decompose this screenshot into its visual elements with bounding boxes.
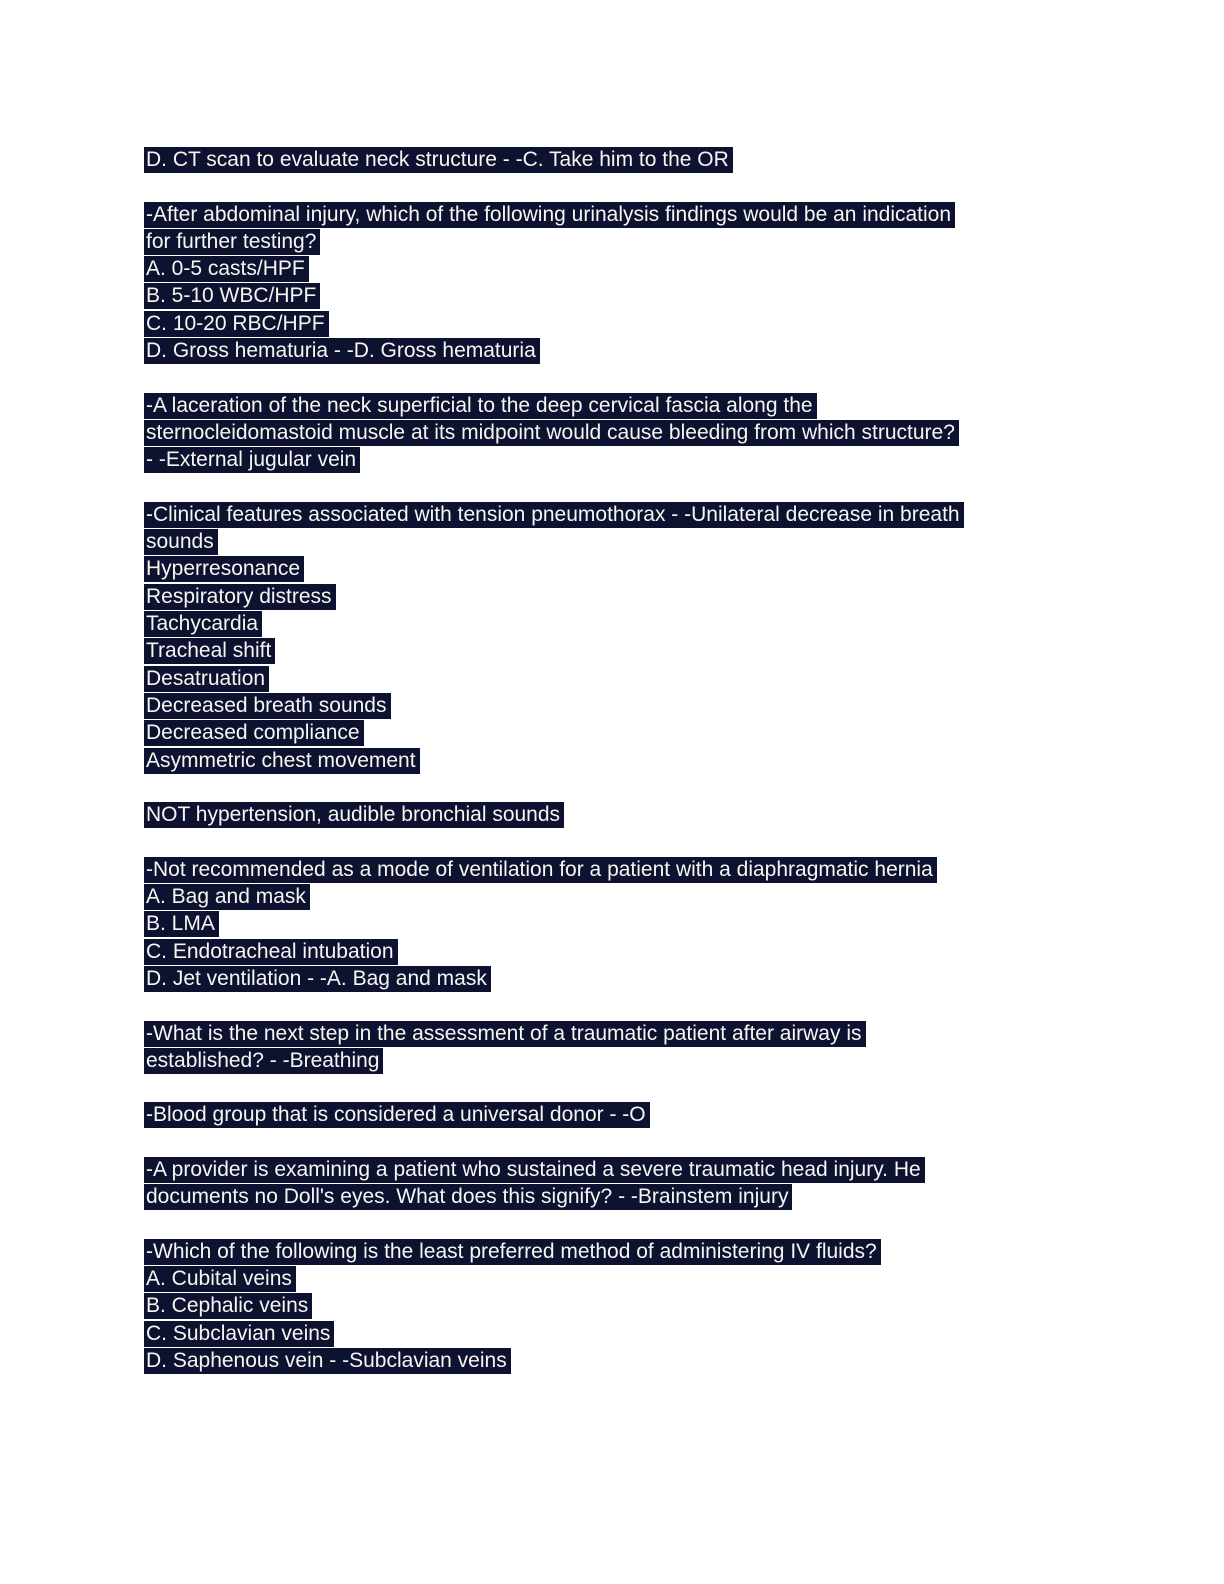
- highlighted-text: Hyperresonance: [144, 556, 304, 582]
- highlighted-text: B. Cephalic veins: [144, 1293, 312, 1319]
- highlighted-text: sternocleidomastoid muscle at its midpoint would cause bleeding from which structure?: [144, 420, 959, 446]
- text-line: [144, 747, 1106, 774]
- text-line: [144, 801, 1106, 828]
- text-line: [144, 1183, 1106, 1210]
- highlighted-text: C. Subclavian veins: [144, 1321, 334, 1347]
- highlighted-text: NOT hypertension, audible bronchial sounds: [144, 802, 564, 828]
- highlighted-text: -What is the next step in the assessment of a traumatic patient after airway is: [144, 1021, 866, 1047]
- text-line: [144, 856, 1106, 883]
- question-block: [144, 1020, 1106, 1075]
- highlighted-text: -A provider is examining a patient who sustained a severe traumatic head injury. He: [144, 1157, 925, 1183]
- highlighted-text: D. Jet ventilation - -A. Bag and mask: [144, 966, 491, 992]
- text-line: [144, 1347, 1106, 1374]
- text-line: [144, 665, 1106, 692]
- text-line: [144, 610, 1106, 637]
- highlighted-text: C. Endotracheal intubation: [144, 939, 398, 965]
- question-block: [144, 801, 1106, 828]
- text-line: [144, 310, 1106, 337]
- highlighted-text: Tachycardia: [144, 611, 262, 637]
- text-line: [144, 637, 1106, 664]
- highlighted-text: Respiratory distress: [144, 584, 336, 610]
- text-line: [144, 1156, 1106, 1183]
- question-block: [144, 501, 1106, 774]
- text-line: [144, 555, 1106, 582]
- highlighted-text: Decreased compliance: [144, 720, 364, 746]
- highlighted-text: -A laceration of the neck superficial to the deep cervical fascia along the: [144, 393, 817, 419]
- highlighted-text: -Blood group that is considered a universal donor - -O: [144, 1102, 650, 1128]
- highlighted-text: D. Saphenous vein - -Subclavian veins: [144, 1348, 511, 1374]
- highlighted-text: -Which of the following is the least preferred method of administering IV fluids?: [144, 1239, 881, 1265]
- highlighted-text: A. Bag and mask: [144, 884, 310, 910]
- question-block: [144, 1101, 1106, 1128]
- highlighted-text: -After abdominal injury, which of the following urinalysis findings would be an indication: [144, 202, 955, 228]
- highlighted-text: -Clinical features associated with tension pneumothorax - -Unilateral decrease in breath: [144, 502, 964, 528]
- text-line: [144, 1238, 1106, 1265]
- question-block: [144, 392, 1106, 474]
- text-line: [144, 1101, 1106, 1128]
- text-line: [144, 501, 1106, 528]
- highlighted-text: Tracheal shift: [144, 638, 275, 664]
- text-line: [144, 337, 1106, 364]
- question-block: [144, 1156, 1106, 1211]
- text-line: [144, 201, 1106, 228]
- text-line: [144, 719, 1106, 746]
- text-line: [144, 1320, 1106, 1347]
- text-line: [144, 1047, 1106, 1074]
- highlighted-text: Decreased breath sounds: [144, 693, 391, 719]
- question-block: [144, 1238, 1106, 1374]
- text-line: [144, 1265, 1106, 1292]
- text-line: [144, 419, 1106, 446]
- text-line: [144, 883, 1106, 910]
- highlighted-text: D. Gross hematuria - -D. Gross hematuria: [144, 338, 540, 364]
- highlighted-text: C. 10-20 RBC/HPF: [144, 311, 329, 337]
- text-line: [144, 255, 1106, 282]
- highlighted-text: -Not recommended as a mode of ventilation for a patient with a diaphragmatic hernia: [144, 857, 937, 883]
- highlighted-text: sounds: [144, 529, 218, 555]
- question-block: [144, 201, 1106, 365]
- text-line: [144, 965, 1106, 992]
- highlighted-text: for further testing?: [144, 229, 320, 255]
- highlighted-text: A. Cubital veins: [144, 1266, 296, 1292]
- text-line: [144, 1020, 1106, 1047]
- highlighted-text: - -External jugular vein: [144, 447, 360, 473]
- text-line: [144, 528, 1106, 555]
- highlighted-text: B. 5-10 WBC/HPF: [144, 283, 320, 309]
- text-line: [144, 146, 1106, 173]
- text-line: [144, 938, 1106, 965]
- text-line: [144, 583, 1106, 610]
- text-line: [144, 282, 1106, 309]
- text-line: [144, 692, 1106, 719]
- question-block: [144, 856, 1106, 992]
- text-line: [144, 228, 1106, 255]
- highlighted-text: Desatruation: [144, 666, 269, 692]
- text-line: [144, 446, 1106, 473]
- highlighted-text: B. LMA: [144, 911, 219, 937]
- text-line: [144, 1292, 1106, 1319]
- highlighted-text: established? - -Breathing: [144, 1048, 383, 1074]
- highlighted-text: Asymmetric chest movement: [144, 748, 420, 774]
- question-block: [144, 146, 1106, 173]
- text-line: [144, 392, 1106, 419]
- highlighted-text: documents no Doll's eyes. What does this signify? - -Brainstem injury: [144, 1184, 792, 1210]
- highlighted-text: D. CT scan to evaluate neck structure - -C. Take him to the OR: [144, 147, 733, 173]
- highlighted-text: A. 0-5 casts/HPF: [144, 256, 309, 282]
- text-line: [144, 910, 1106, 937]
